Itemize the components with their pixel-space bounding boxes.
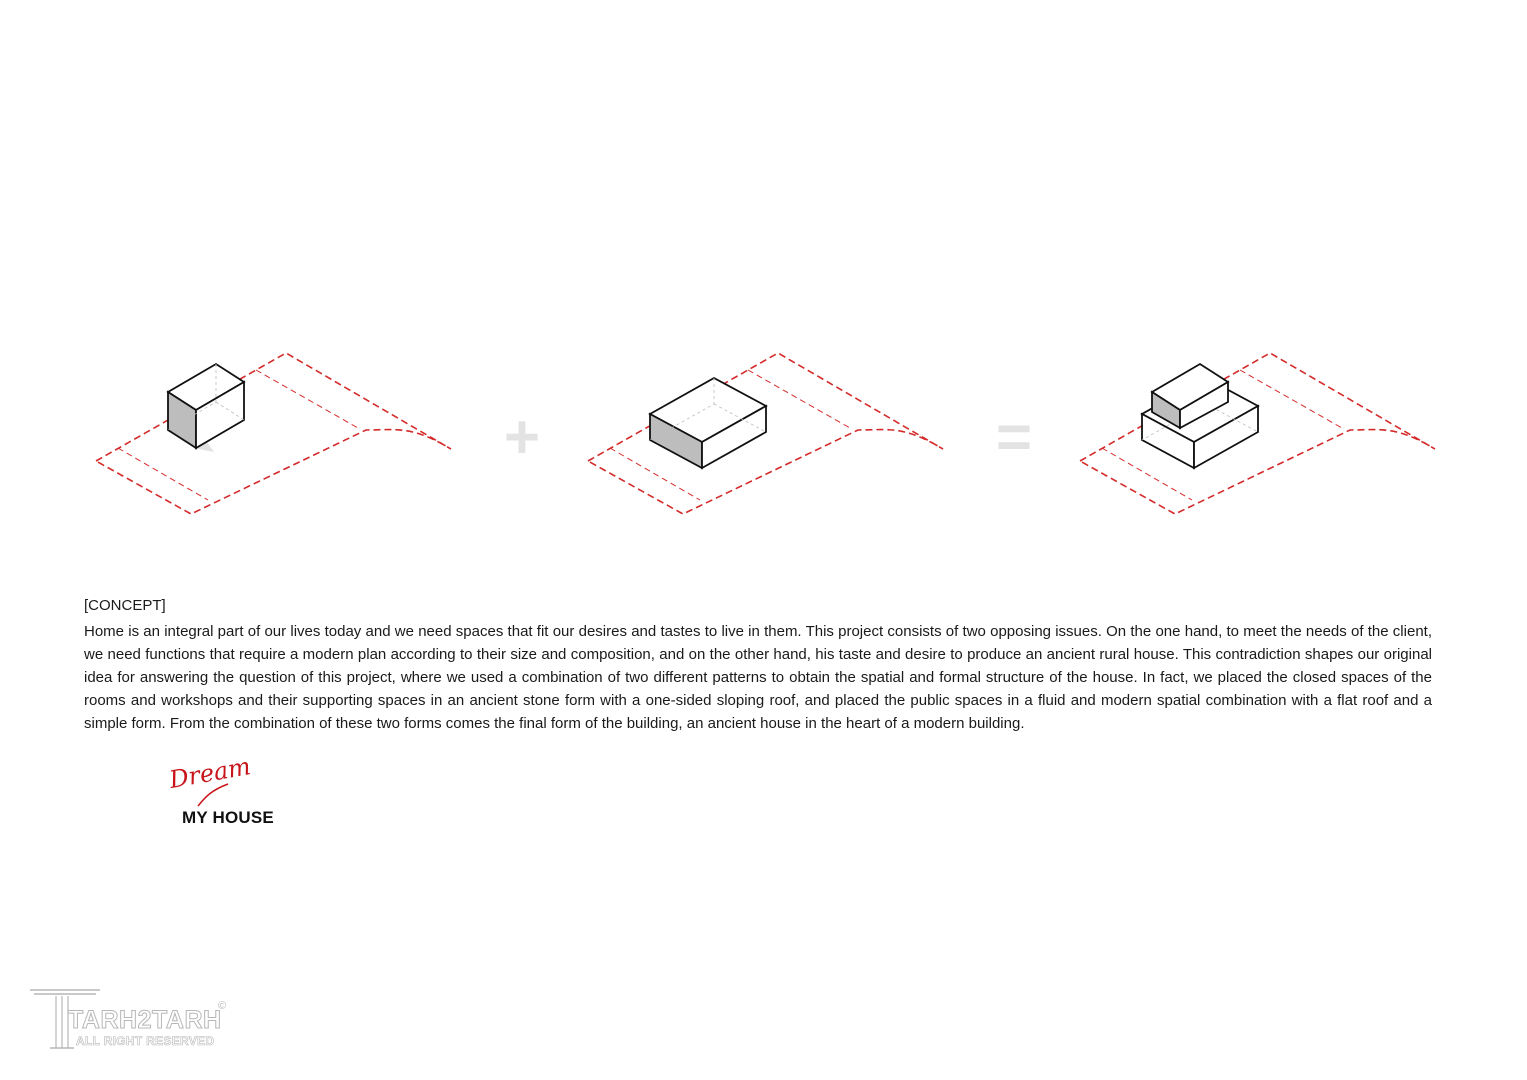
equals-operator: = — [995, 403, 1033, 472]
watermark-rights: ALL RIGHT RESERVED — [76, 1034, 215, 1048]
concept-heading: [CONCEPT] — [84, 597, 166, 614]
site-outline — [96, 353, 451, 514]
logo-text: MY HOUSE — [182, 808, 274, 827]
concept-paragraph: Home is an integral part of our lives today and we need spaces that fit our desires and tastes to live in them. This project consists of two opposing issues. On the one hand, to meet the needs of the client, we need functions that require a modern plan according to their size and composition, and on the other hand, his taste and desire to produce an ancient rural house. This contradiction shapes our original idea for answering the question of this project, where we used a combination of two different patterns to obtain the spatial and formal structure of the house. In fact, we placed the closed spaces of the rooms and workshops and their supporting spaces in an ancient stone form with a one-sided sloping roof, and placed the public spaces in a fluid and modern spatial combination with a flat roof and a simple form. From the combination of these two forms comes the final form of the building, an ancient house in the heart of a modern building. — [84, 623, 1432, 732]
watermark — [28, 986, 243, 1054]
gabled-volume — [168, 364, 244, 448]
dream-my-house-logo — [167, 752, 298, 836]
site-outline — [1080, 353, 1435, 514]
copyright-icon: © — [218, 1000, 227, 1012]
flat-roof-volume — [650, 378, 766, 468]
diagram-panel-modern-form — [588, 353, 943, 514]
plus-operator: + — [503, 403, 541, 472]
diagram-panel-ancient-form — [96, 353, 451, 514]
diagram-panel-combined-form — [1080, 353, 1435, 514]
logo-script-word: Dream — [167, 752, 253, 794]
site-outline — [588, 353, 943, 514]
concept-section — [84, 596, 1432, 735]
concept-diagram — [0, 330, 1527, 540]
watermark-name: TARH2TARH — [68, 1006, 222, 1034]
